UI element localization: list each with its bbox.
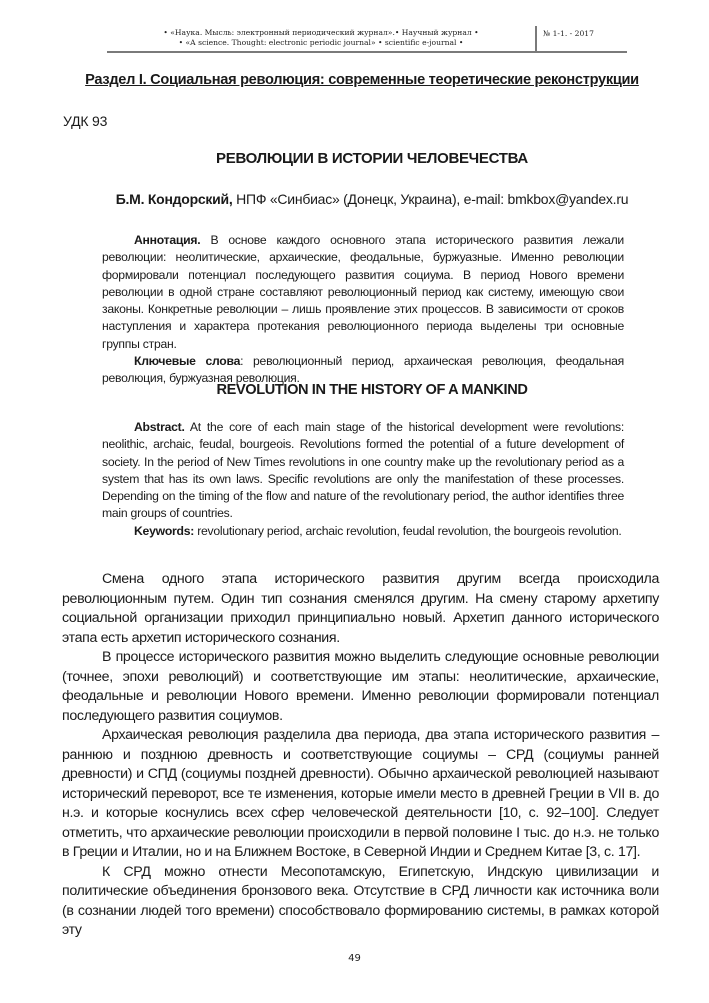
- body-paragraph: Смена одного этапа исторического развития другим всегда происходила революционным путем. Один тип сознания сменялся другим. На смену старому архетипу социальной организации приходил принципиально новый. Архетип данного исторического этапа есть архетип исторического сознания.: [62, 571, 659, 646]
- keywords-en-list: revolutionary period, archaic revolution, feudal revolution, the bourgeois revolution.: [194, 523, 622, 538]
- keywords-en: [102, 523, 624, 540]
- issue-number: № 1-1. - 2017: [543, 29, 594, 38]
- abstract-ru-text: [102, 232, 624, 353]
- article-title-ru: РЕВОЛЮЦИИ В ИСТОРИИ ЧЕЛОВЕЧЕСТВА: [216, 150, 528, 167]
- author-line: [62, 191, 682, 207]
- journal-name-ru: • «Наука. Мысль: электронный периодический журнал».• Научный журнал •: [163, 28, 479, 37]
- author-name: Б.М. Кондорский,: [115, 191, 233, 207]
- abstract-en: [102, 419, 624, 540]
- abstract-en-label: Abstract.: [134, 420, 185, 434]
- journal-header: [107, 0, 627, 53]
- journal-name: [107, 28, 535, 48]
- abstract-ru-label: Аннотация.: [134, 233, 201, 247]
- author-affiliation: НПФ «Синбиас» (Донецк, Украина), e-mail: bmkbox@yandex.ru: [232, 191, 629, 207]
- keywords-ru-list: : революционный период, архаическая революция, феодальная революция, буржуазная революция.: [102, 354, 624, 386]
- header-divider: [535, 26, 537, 51]
- abstract-en-text: [102, 419, 624, 523]
- body-paragraph: К СРД можно отнести Месопотамскую, Египетскую, Индскую цивилизации и политические объединения бронзового века. Отсутствие в СРД личности как источника воли (в сознании людей того времени) способствовало формированию системы, в рамках которой эту: [62, 863, 659, 938]
- udk-code: УДК 93: [63, 113, 108, 129]
- body-paragraph: В процессе исторического развития можно выделить следующие основные революции (точнее, эпохи революций) и соответствующие им этапы: неолитические, архаические, феодальные и революции Нового времени. Именно революции формировали потенциал последующего развития социумов.: [62, 649, 659, 724]
- section-title: Раздел I. Социальная революция: современные теоретические реконструкции: [85, 72, 639, 88]
- keywords-ru-label: Ключевые слова: [134, 354, 241, 369]
- body-paragraph: Архаическая революция разделила два периода, два этапа исторического развития – раннюю и позднюю древность и соответствующие социумы – СРД (социумы ранней древности) и СПД (социумы поздней древности). Обычно архаической революцией называют исторический переворот, все те изменения, которые имели место в древней Греции в VII в. до н.э. и которые коснулись всех сфер человеческой деятельности [10, с. 92–100]. Следует отметить, что архаические революции происходили в первой половине I тыс. до н.э. не только в Греции и Италии, но и на Ближнем Востоке, в Северной Индии и Среднем Китае [3, с. 17].: [62, 727, 659, 860]
- abstract-ru: [102, 232, 624, 388]
- journal-name-en: • «A science. Thought: electronic periodic journal» • scientific e-journal •: [178, 38, 464, 47]
- article-title-en: REVOLUTION IN THE HISTORY OF A MANKIND: [216, 382, 528, 398]
- abstract-en-body: At the core of each main stage of the historical development were revolutions: neolithic, archaic, feudal, bourgeois. Revolutions formed the potential of a future development of society. In the period of New Times revolutions in one country make up the revolutionary period as a system that has its own laws. Specific revolutions are only the manifestation of these processes. Depending on the timing of the flow and nature of the revolutionary period, the author identifies three main groups of countries.: [102, 420, 624, 521]
- keywords-en-label: Keywords:: [134, 523, 195, 538]
- page-number: 49: [348, 953, 361, 964]
- article-body: [62, 570, 659, 941]
- abstract-ru-body: В основе каждого основного этапа исторического развития лежали революции: неолитические, архаические, феодальные, буржуазные. Именно революции формировали потенциал последующего развития социума. В период Нового времени революции в одной стране составляют революционный период как систему, имеющую свои законы. Конкретные революции – лишь проявление этих процессов. В зависимости от сроков наступления и характера протекания революционного периода выделены три основные группы стран.: [102, 233, 624, 351]
